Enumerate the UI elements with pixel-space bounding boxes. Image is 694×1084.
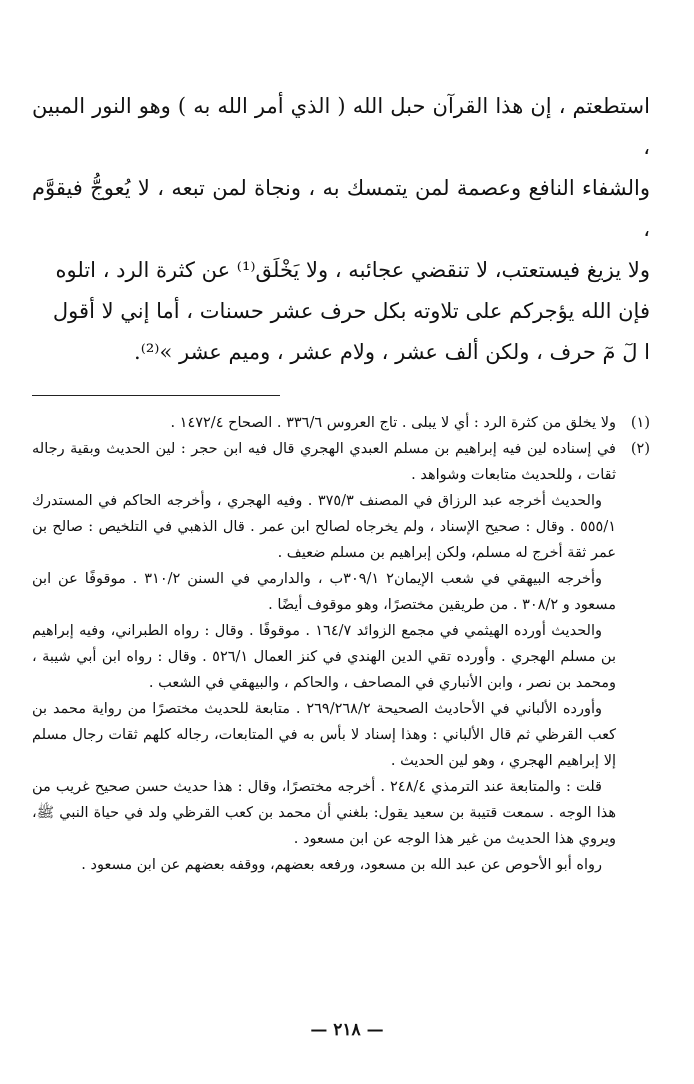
footnote-1-number: (١) <box>630 415 650 431</box>
footnote-separator <box>32 395 280 396</box>
footnote-1-text: ولا يخلق من كثرة الرد : أي لا يبلى . تاج العروس ٣٣٦/٦ . الصحاح ١٤٧٢/٤ . <box>170 415 616 431</box>
page-number: — ٢١٨ — <box>310 1020 384 1040</box>
footnotes <box>32 410 650 878</box>
footnote-1 <box>32 410 650 436</box>
main-line-4: فإن الله يؤجركم على تلاوته بكل حرف عشر حسنات ، أما إني لا أقول <box>52 299 650 323</box>
main-text <box>32 86 650 373</box>
main-line-1: استطعتم ، إن هذا القرآن حبل الله ( الذي أمر الله به ) وهو النور المبين ، <box>32 94 650 159</box>
footnote-2-paragraph-4: والحديث أورده الهيثمي في مجمع الزوائد ١٦٤/٧ . موقوفًا . وقال : رواه الطبراني، وفيه إبراهيم بن مسلم الهجري . وأورده تقي الدين الهندي في كنز العمال ٥٢٦/١ . وقال : رواه ابن أبي شيبة ، ومحمد بن نصر ، وابن الأنباري في المصاحف ، والحاكم ، والبيهقي في الشعب . <box>32 623 616 691</box>
main-line-3: ولا يزيغ فيستعتب، لا تنقضي عجائبه ، ولا يَخْلَق⁽¹⁾ عن كثرة الرد ، اتلوه <box>55 258 650 282</box>
footnote-2-paragraph-7: رواه أبو الأحوص عن عبد الله بن مسعود، ورفعه بعضهم، ووقفه بعضهم عن ابن مسعود . <box>81 857 602 873</box>
main-line-5: ا لٓ مٓ حرف ، ولكن ألف عشر ، ولام عشر ، وميم عشر »⁽²⁾. <box>134 340 650 364</box>
footnote-2-paragraph-5: وأورده الألباني في الأحاديث الصحيحة ٢٦٩/٢٦٨/٢ . متابعة للحديث مختصرًا من رواية محمد بن كعب القرظي ثم قال الألباني : وهذا إسناد لا بأس به في المتابعات، رجاله كلهم ثقات رجال مسلم إلا إبراهيم الهجري ، وهو لين الحديث . <box>32 701 616 769</box>
footnote-2-number: (٢) <box>630 441 650 457</box>
footnote-2-paragraph-6: قلت : والمتابعة عند الترمذي ٢٤٨/٤ . أخرجه مختصرًا، وقال : هذا حديث حسن صحيح غريب من هذا الوجه . سمعت قتيبة بن سعيد يقول: بلغني أن محمد بن كعب القرظي ولد في حياة النبي ﷺ، ويروي هذا الحديث من غير هذا الوجه عن ابن مسعود . <box>32 779 616 847</box>
footnote-2-paragraph-2: والحديث أخرجه عبد الرزاق في المصنف ٣٧٥/٣ . وفيه الهجري ، وأخرجه الحاكم في المستدرك ٥٥٥/١ . وقال : صحيح الإسناد ، ولم يخرجاه لصالح ابن عمر . قال الذهبي في التلخيص : صالح بن عمر ثقة أخرج له مسلم، ولكن إبراهيم بن مسلم ضعيف . <box>32 493 616 561</box>
footnote-2-paragraph-3: وأخرجه البيهقي في شعب الإيمان٢ ٣٠٩/١ب ، والدارمي في السنن ٣١٠/٢ . موقوفًا عن ابن مسعود و ٣٠٨/٢ . من طريقين مختصرًا، وهو موقوف أيضًا . <box>32 571 616 613</box>
footnote-2 <box>32 436 650 878</box>
main-line-2: والشفاء النافع وعصمة لمن يتمسك به ، ونجاة لمن تبعه ، لا يُعوجُّ فيقوَّم ، <box>32 176 650 241</box>
footnote-2-paragraph-1: في إسناده لين فيه إبراهيم بن مسلم العبدي الهجري قال فيه ابن حجر : لين الحديث وبقية رجاله ثقات ، وللحديث متابعات وشواهد . <box>32 441 616 483</box>
